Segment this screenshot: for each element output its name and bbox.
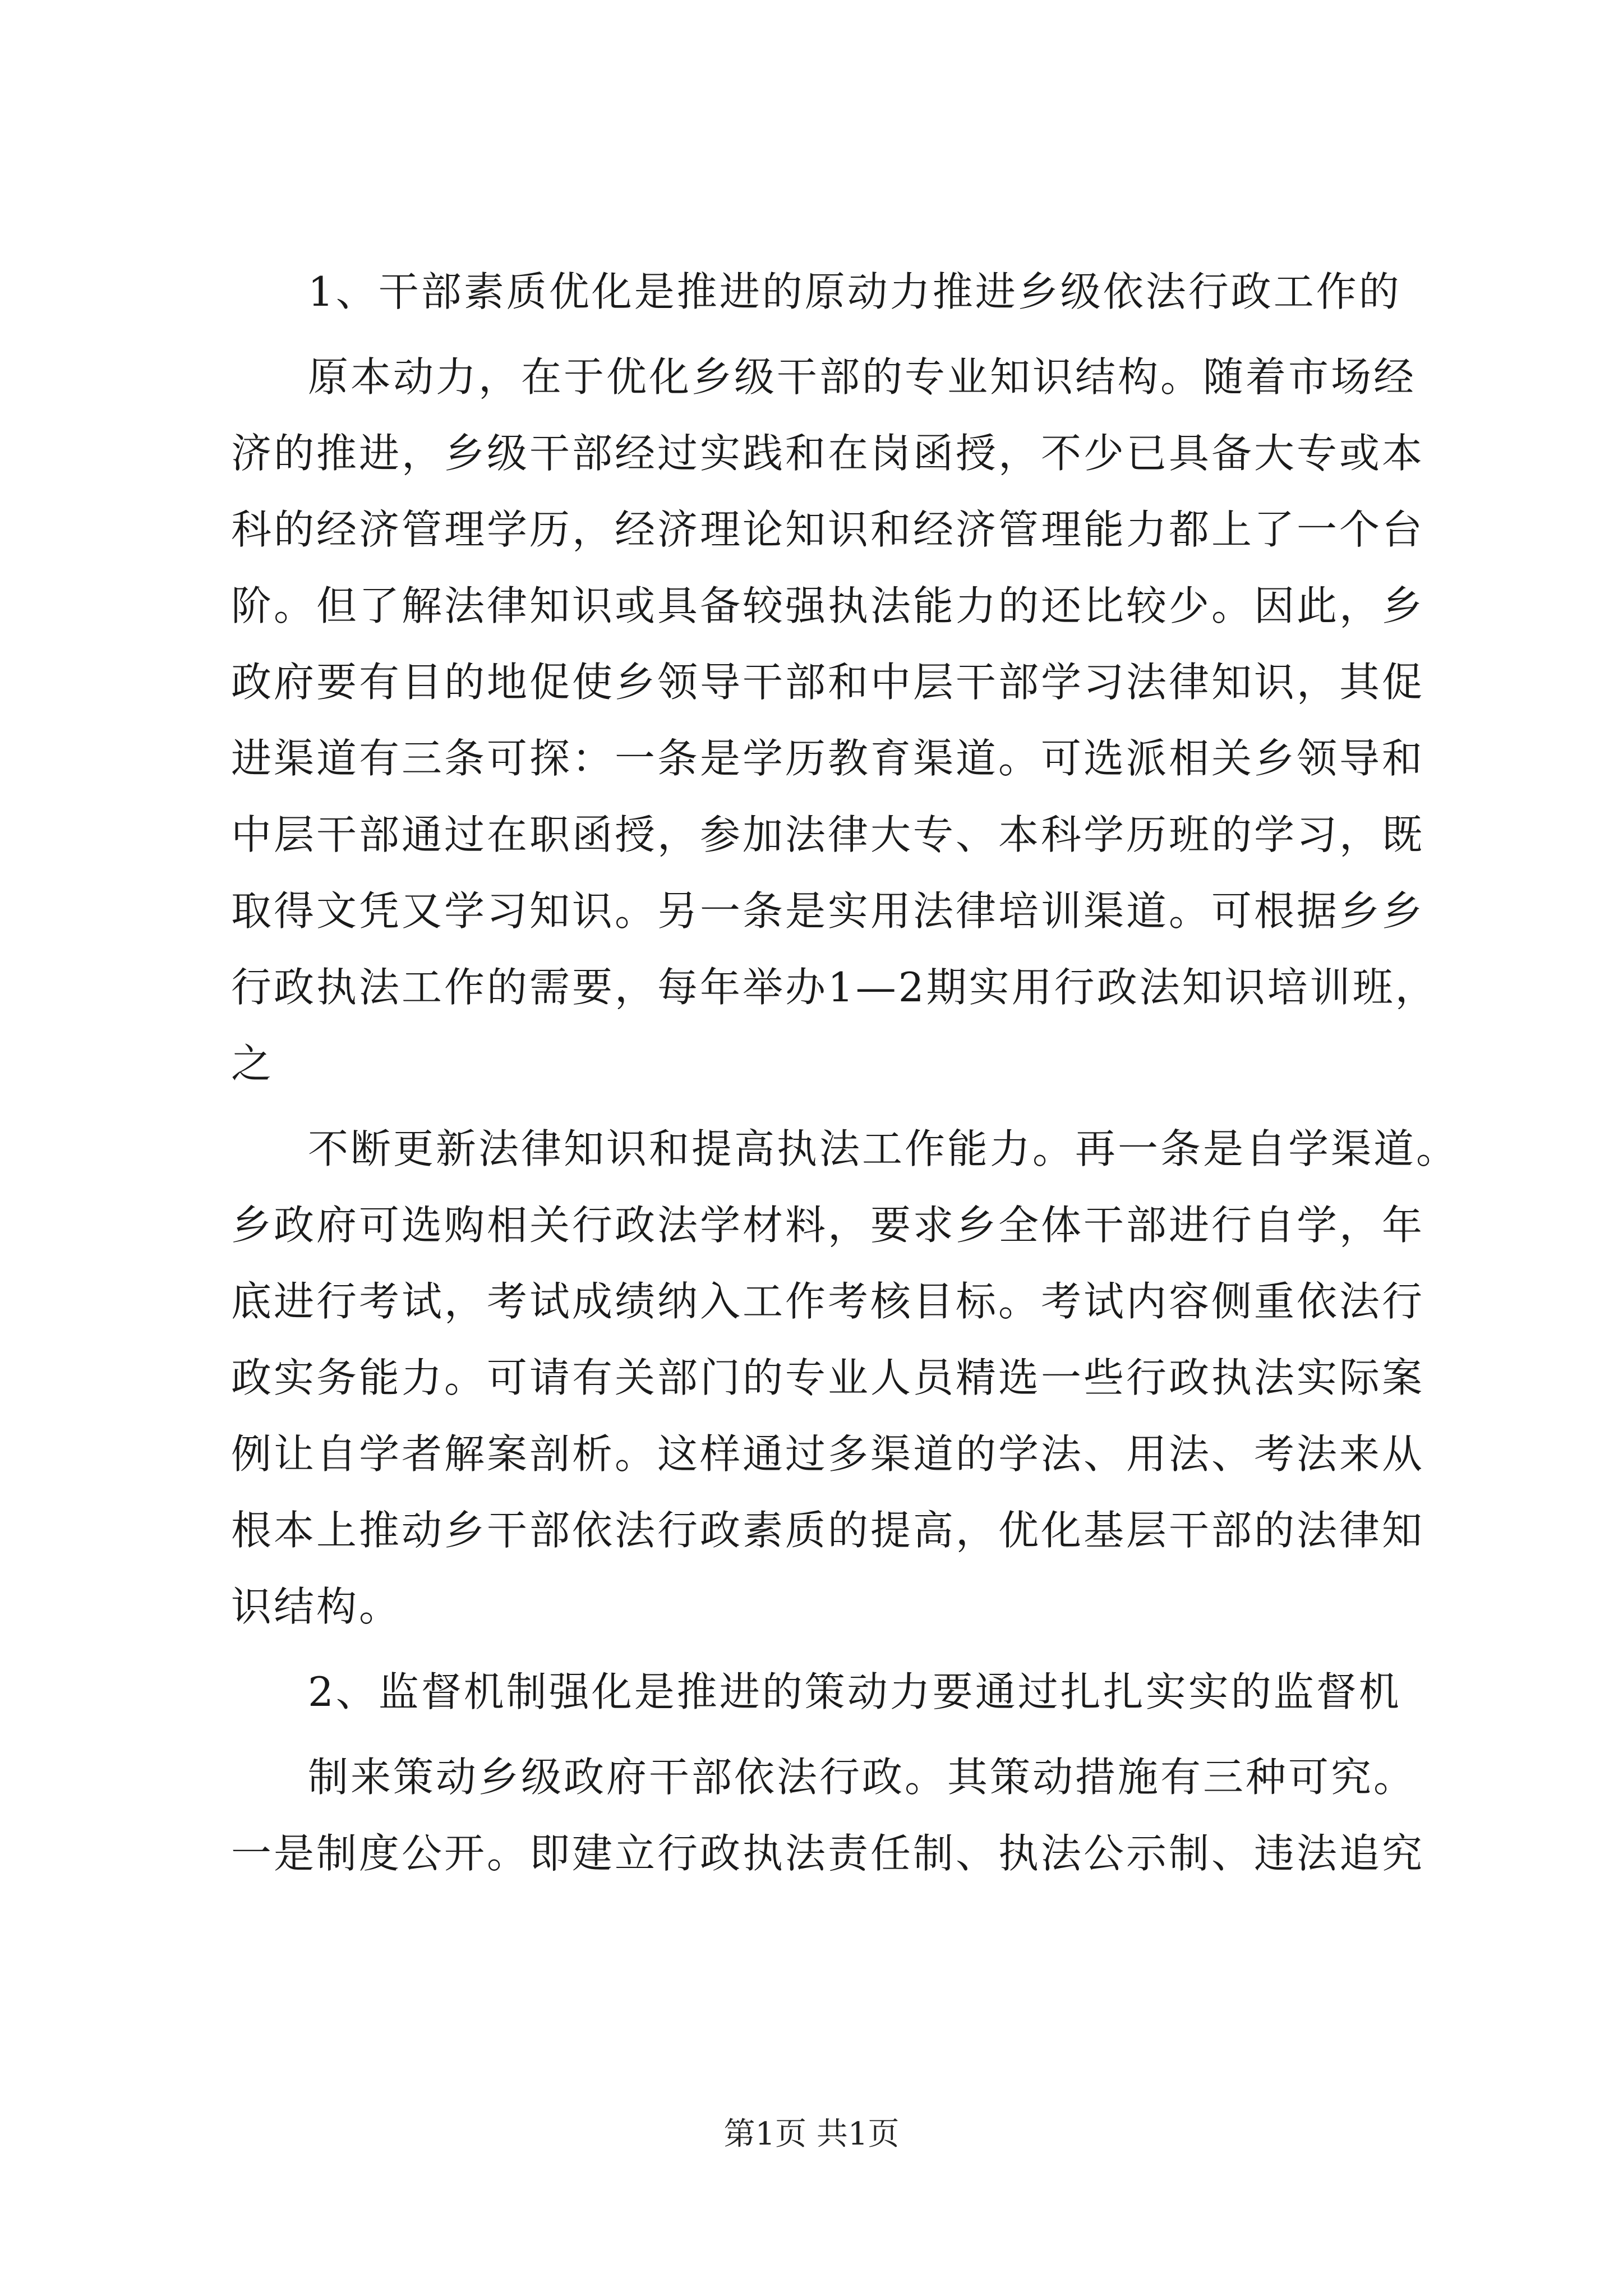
paragraph-3-line-6: 根本上推动乡干部依法行政素质的提高，优化基层干部的法律知 [231,1507,1425,1554]
document-body [231,254,1459,1892]
page-number-label: 第1页 共1页 [723,2116,900,2152]
paragraph-2-line-7: 中层干部通过在职函授，参加法律大专、本科学历班的学习，既 [231,811,1425,858]
paragraph-2-line-6: 进渠道有三条可探：一条是学历教育渠道。可选派相关乡领导和 [231,735,1425,782]
paragraph-1-line-1: 1、干部素质优化是推进的原动力推进乡级依法行政工作的 [308,268,1401,315]
paragraph-2-line-1: 原本动力，在于优化乡级干部的专业知识结构。随着市场经 [308,353,1417,401]
paragraph-3-line-7: 识结构。 [231,1583,402,1630]
paragraph-3-line-2: 乡政府可选购相关行政法学材料，要求乡全体干部进行自学，年 [231,1202,1425,1249]
paragraph-3-line-5: 例让自学者解案剖析。这样通过多渠道的学法、用法、考法来从 [231,1430,1425,1478]
paragraph-2-line-2: 济的推进，乡级干部经过实践和在岗函授，不少已具备大专或本 [231,430,1425,477]
page-footer [0,2115,1623,2154]
paragraph-2-line-9: 行政执法工作的需要，每年举办1—2期实用行政法知识培训班， [231,964,1438,1011]
paragraph-2-line-4: 阶。但了解法律知识或具备较强执法能力的还比较少。因此，乡 [231,582,1425,629]
paragraph-2-line-10: 之 [231,1040,274,1087]
paragraph-5-line-1: 制来策动乡级政府干部依法行政。其策动措施有三种可究。 [308,1754,1417,1801]
paragraph-3-line-1: 不断更新法律知识和提高执法工作能力。再一条是自学渠道。 [308,1125,1459,1172]
paragraph-2-line-3: 科的经济管理学历，经济理论知识和经济管理能力都上了一个台 [231,506,1425,553]
paragraph-5-line-2: 一是制度公开。即建立行政执法责任制、执法公示制、违法追究 [231,1830,1425,1877]
paragraph-2-line-8: 取得文凭又学习知识。另一条是实用法律培训渠道。可根据乡乡 [231,887,1425,935]
paragraph-3-line-3: 底进行考试，考试成绩纳入工作考核目标。考试内容侧重依法行 [231,1278,1425,1325]
paragraph-3-line-4: 政实务能力。可请有关部门的专业人员精选一些行政执法实际案 [231,1354,1425,1401]
paragraph-4-line-1: 2、监督机制强化是推进的策动力要通过扎扎实实的监督机 [308,1668,1401,1715]
paragraph-2-line-5: 政府要有目的地促使乡领导干部和中层干部学习法律知识，其促 [231,659,1425,706]
